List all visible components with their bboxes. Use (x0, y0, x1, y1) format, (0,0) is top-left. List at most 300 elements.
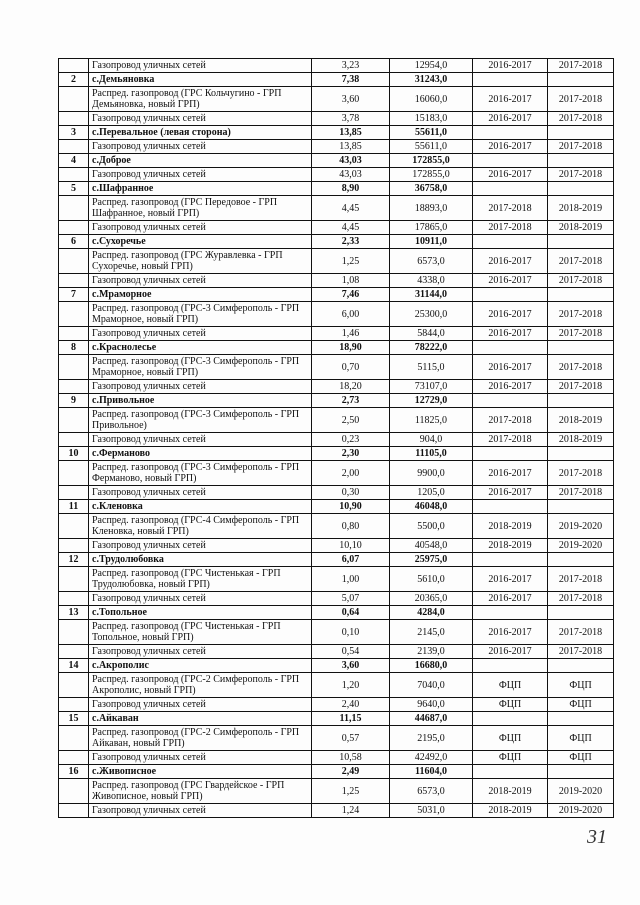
item-name-cell: Распред. газопровод (ГРС-3 Симферополь - ГРП Ферманово, новый ГРП) (89, 461, 312, 486)
design-years-cell: 2018-2019 (473, 804, 548, 818)
row-number-cell (59, 486, 89, 500)
item-name-cell: Распред. газопровод (ГРС Чистенькая - ГРП Трудолюбовка, новый ГРП) (89, 567, 312, 592)
table-row (59, 514, 614, 539)
table-row (59, 302, 614, 327)
item-name-cell: Распред. газопровод (ГРС-2 Симферополь - ГРП Айкаван, новый ГРП) (89, 726, 312, 751)
table-row (59, 433, 614, 447)
row-number-cell: 13 (59, 606, 89, 620)
design-years-cell: 2016-2017 (473, 461, 548, 486)
item-name-cell: Газопровод уличных сетей (89, 327, 312, 341)
design-years-cell: 2016-2017 (473, 59, 548, 73)
construction-years-cell: 2019-2020 (548, 514, 614, 539)
row-number-cell (59, 380, 89, 394)
table-row (59, 804, 614, 818)
item-name-cell: Распред. газопровод (ГРС Журавлевка - ГРП Сухоречье, новый ГРП) (89, 249, 312, 274)
construction-years-cell (548, 765, 614, 779)
table-row (59, 645, 614, 659)
construction-years-cell: 2018-2019 (548, 433, 614, 447)
item-name-cell: Газопровод уличных сетей (89, 168, 312, 182)
length-km-cell: 5,07 (312, 592, 390, 606)
settlement-row (59, 235, 614, 249)
construction-years-cell: 2017-2018 (548, 645, 614, 659)
construction-years-cell: 2017-2018 (548, 59, 614, 73)
construction-years-cell: 2017-2018 (548, 380, 614, 394)
cost-value-cell: 2145,0 (390, 620, 473, 645)
item-name-cell: Газопровод уличных сетей (89, 592, 312, 606)
row-number-cell (59, 726, 89, 751)
row-number-cell: 12 (59, 553, 89, 567)
row-number-cell (59, 274, 89, 288)
table-body (59, 59, 614, 818)
row-number-cell (59, 327, 89, 341)
length-km-cell: 13,85 (312, 126, 390, 140)
cost-value-cell: 17865,0 (390, 221, 473, 235)
table-row (59, 59, 614, 73)
length-km-cell: 0,23 (312, 433, 390, 447)
row-number-cell (59, 779, 89, 804)
length-km-cell: 4,45 (312, 221, 390, 235)
cost-value-cell: 31243,0 (390, 73, 473, 87)
construction-years-cell: 2017-2018 (548, 461, 614, 486)
table-row (59, 592, 614, 606)
design-years-cell: ФЦП (473, 726, 548, 751)
row-number-cell: 5 (59, 182, 89, 196)
row-number-cell (59, 249, 89, 274)
length-km-cell: 18,90 (312, 341, 390, 355)
construction-years-cell: 2017-2018 (548, 249, 614, 274)
table-row (59, 249, 614, 274)
item-name-cell: Газопровод уличных сетей (89, 112, 312, 126)
settlement-row (59, 500, 614, 514)
design-years-cell: ФЦП (473, 751, 548, 765)
design-years-cell: 2016-2017 (473, 274, 548, 288)
row-number-cell (59, 59, 89, 73)
length-km-cell: 0,70 (312, 355, 390, 380)
design-years-cell: ФЦП (473, 698, 548, 712)
item-name-cell: с.Акрополис (89, 659, 312, 673)
cost-value-cell: 6573,0 (390, 249, 473, 274)
table-row (59, 486, 614, 500)
length-km-cell: 2,40 (312, 698, 390, 712)
item-name-cell: Газопровод уличных сетей (89, 539, 312, 553)
cost-value-cell: 2139,0 (390, 645, 473, 659)
cost-value-cell: 16680,0 (390, 659, 473, 673)
construction-years-cell: 2017-2018 (548, 486, 614, 500)
construction-years-cell (548, 394, 614, 408)
item-name-cell: Газопровод уличных сетей (89, 486, 312, 500)
construction-years-cell (548, 553, 614, 567)
page-number: 31 (587, 826, 607, 848)
length-km-cell: 0,57 (312, 726, 390, 751)
length-km-cell: 3,60 (312, 659, 390, 673)
item-name-cell: Газопровод уличных сетей (89, 274, 312, 288)
design-years-cell (473, 288, 548, 302)
construction-years-cell (548, 447, 614, 461)
length-km-cell: 2,00 (312, 461, 390, 486)
cost-value-cell: 904,0 (390, 433, 473, 447)
item-name-cell: Газопровод уличных сетей (89, 645, 312, 659)
row-number-cell (59, 168, 89, 182)
cost-value-cell: 12729,0 (390, 394, 473, 408)
item-name-cell: с.Мраморное (89, 288, 312, 302)
cost-value-cell: 9900,0 (390, 461, 473, 486)
length-km-cell: 0,10 (312, 620, 390, 645)
length-km-cell: 0,80 (312, 514, 390, 539)
length-km-cell: 1,00 (312, 567, 390, 592)
settlement-row (59, 394, 614, 408)
table-row (59, 673, 614, 698)
cost-value-cell: 10911,0 (390, 235, 473, 249)
row-number-cell (59, 408, 89, 433)
length-km-cell: 10,90 (312, 500, 390, 514)
item-name-cell: с.Краснолесье (89, 341, 312, 355)
cost-value-cell: 7040,0 (390, 673, 473, 698)
construction-years-cell (548, 182, 614, 196)
item-name-cell: Распред. газопровод (ГРС Передовое - ГРП Шафранное, новый ГРП) (89, 196, 312, 221)
item-name-cell: с.Топольное (89, 606, 312, 620)
gas-pipeline-table (58, 58, 614, 818)
length-km-cell: 6,07 (312, 553, 390, 567)
length-km-cell: 0,54 (312, 645, 390, 659)
row-number-cell (59, 645, 89, 659)
cost-value-cell: 4338,0 (390, 274, 473, 288)
length-km-cell: 6,00 (312, 302, 390, 327)
design-years-cell: 2016-2017 (473, 486, 548, 500)
table-row (59, 168, 614, 182)
table-row (59, 461, 614, 486)
table-row (59, 698, 614, 712)
design-years-cell (473, 154, 548, 168)
item-name-cell: Газопровод уличных сетей (89, 59, 312, 73)
length-km-cell: 18,20 (312, 380, 390, 394)
construction-years-cell (548, 126, 614, 140)
design-years-cell (473, 73, 548, 87)
length-km-cell: 2,33 (312, 235, 390, 249)
construction-years-cell: 2017-2018 (548, 274, 614, 288)
length-km-cell: 8,90 (312, 182, 390, 196)
construction-years-cell: 2017-2018 (548, 620, 614, 645)
settlement-row (59, 659, 614, 673)
item-name-cell: Распред. газопровод (ГРС-3 Симферополь - ГРП Мраморное, новый ГРП) (89, 302, 312, 327)
length-km-cell: 2,30 (312, 447, 390, 461)
construction-years-cell: 2017-2018 (548, 567, 614, 592)
design-years-cell (473, 712, 548, 726)
design-years-cell: 2016-2017 (473, 645, 548, 659)
design-years-cell: 2016-2017 (473, 355, 548, 380)
item-name-cell: Газопровод уличных сетей (89, 804, 312, 818)
table-row (59, 87, 614, 112)
cost-value-cell: 6573,0 (390, 779, 473, 804)
construction-years-cell: 2019-2020 (548, 804, 614, 818)
construction-years-cell (548, 606, 614, 620)
construction-years-cell: 2019-2020 (548, 539, 614, 553)
cost-value-cell: 172855,0 (390, 154, 473, 168)
cost-value-cell: 4284,0 (390, 606, 473, 620)
row-number-cell: 4 (59, 154, 89, 168)
table-row (59, 539, 614, 553)
cost-value-cell: 42492,0 (390, 751, 473, 765)
length-km-cell: 1,24 (312, 804, 390, 818)
item-name-cell: Распред. газопровод (ГРС-3 Симферополь - ГРП Мраморное, новый ГРП) (89, 355, 312, 380)
settlement-row (59, 447, 614, 461)
design-years-cell: 2016-2017 (473, 168, 548, 182)
cost-value-cell: 25300,0 (390, 302, 473, 327)
item-name-cell: с.Демьяновка (89, 73, 312, 87)
row-number-cell: 7 (59, 288, 89, 302)
design-years-cell (473, 553, 548, 567)
length-km-cell: 1,25 (312, 779, 390, 804)
row-number-cell: 3 (59, 126, 89, 140)
length-km-cell: 1,20 (312, 673, 390, 698)
row-number-cell: 9 (59, 394, 89, 408)
length-km-cell: 1,46 (312, 327, 390, 341)
length-km-cell: 7,46 (312, 288, 390, 302)
design-years-cell: 2016-2017 (473, 592, 548, 606)
length-km-cell: 0,64 (312, 606, 390, 620)
design-years-cell: 2018-2019 (473, 514, 548, 539)
construction-years-cell (548, 73, 614, 87)
table-row (59, 221, 614, 235)
length-km-cell: 13,85 (312, 140, 390, 154)
item-name-cell: Распред. газопровод (ГРС Чистенькая - ГРП Топольное, новый ГРП) (89, 620, 312, 645)
cost-value-cell: 5610,0 (390, 567, 473, 592)
row-number-cell (59, 433, 89, 447)
cost-value-cell: 5115,0 (390, 355, 473, 380)
settlement-row (59, 765, 614, 779)
item-name-cell: с.Доброе (89, 154, 312, 168)
construction-years-cell: ФЦП (548, 698, 614, 712)
design-years-cell (473, 182, 548, 196)
cost-value-cell: 2195,0 (390, 726, 473, 751)
length-km-cell: 3,78 (312, 112, 390, 126)
construction-years-cell (548, 235, 614, 249)
design-years-cell: 2016-2017 (473, 327, 548, 341)
cost-value-cell: 1205,0 (390, 486, 473, 500)
table-row (59, 380, 614, 394)
cost-value-cell: 73107,0 (390, 380, 473, 394)
length-km-cell: 3,60 (312, 87, 390, 112)
cost-value-cell: 44687,0 (390, 712, 473, 726)
settlement-row (59, 553, 614, 567)
construction-years-cell: 2017-2018 (548, 112, 614, 126)
length-km-cell: 11,15 (312, 712, 390, 726)
item-name-cell: с.Айкаван (89, 712, 312, 726)
row-number-cell (59, 698, 89, 712)
design-years-cell: 2017-2018 (473, 196, 548, 221)
design-years-cell (473, 394, 548, 408)
length-km-cell: 2,49 (312, 765, 390, 779)
construction-years-cell: 2018-2019 (548, 196, 614, 221)
table-row (59, 779, 614, 804)
length-km-cell: 7,38 (312, 73, 390, 87)
construction-years-cell (548, 341, 614, 355)
cost-value-cell: 25975,0 (390, 553, 473, 567)
table-row (59, 196, 614, 221)
table-row (59, 408, 614, 433)
length-km-cell: 10,10 (312, 539, 390, 553)
length-km-cell: 2,50 (312, 408, 390, 433)
item-name-cell: Газопровод уличных сетей (89, 380, 312, 394)
settlement-row (59, 73, 614, 87)
settlement-row (59, 182, 614, 196)
cost-value-cell: 46048,0 (390, 500, 473, 514)
design-years-cell (473, 500, 548, 514)
length-km-cell: 0,30 (312, 486, 390, 500)
row-number-cell: 10 (59, 447, 89, 461)
row-number-cell: 11 (59, 500, 89, 514)
item-name-cell: Газопровод уличных сетей (89, 751, 312, 765)
table-row (59, 567, 614, 592)
cost-value-cell: 9640,0 (390, 698, 473, 712)
construction-years-cell: 2017-2018 (548, 355, 614, 380)
cost-value-cell: 16060,0 (390, 87, 473, 112)
construction-years-cell: 2018-2019 (548, 408, 614, 433)
item-name-cell: с.Живописное (89, 765, 312, 779)
cost-value-cell: 55611,0 (390, 140, 473, 154)
design-years-cell: 2016-2017 (473, 112, 548, 126)
item-name-cell: с.Перевальное (левая сторона) (89, 126, 312, 140)
construction-years-cell: 2019-2020 (548, 779, 614, 804)
construction-years-cell: ФЦП (548, 751, 614, 765)
cost-value-cell: 11825,0 (390, 408, 473, 433)
construction-years-cell: ФЦП (548, 726, 614, 751)
design-years-cell: 2016-2017 (473, 140, 548, 154)
item-name-cell: с.Трудолюбовка (89, 553, 312, 567)
item-name-cell: Газопровод уличных сетей (89, 433, 312, 447)
row-number-cell (59, 112, 89, 126)
table-row (59, 751, 614, 765)
settlement-row (59, 712, 614, 726)
settlement-row (59, 154, 614, 168)
cost-value-cell: 12954,0 (390, 59, 473, 73)
item-name-cell: Распред. газопровод (ГРС Гвардейское - ГРП Живописное, новый ГРП) (89, 779, 312, 804)
length-km-cell: 43,03 (312, 168, 390, 182)
construction-years-cell (548, 288, 614, 302)
row-number-cell (59, 567, 89, 592)
row-number-cell: 6 (59, 235, 89, 249)
table-row (59, 140, 614, 154)
table-row (59, 726, 614, 751)
row-number-cell (59, 221, 89, 235)
item-name-cell: с.Шафранное (89, 182, 312, 196)
design-years-cell (473, 765, 548, 779)
cost-value-cell: 11105,0 (390, 447, 473, 461)
row-number-cell (59, 751, 89, 765)
design-years-cell: 2017-2018 (473, 221, 548, 235)
cost-value-cell: 55611,0 (390, 126, 473, 140)
design-years-cell: 2016-2017 (473, 302, 548, 327)
construction-years-cell (548, 500, 614, 514)
design-years-cell (473, 341, 548, 355)
item-name-cell: Газопровод уличных сетей (89, 698, 312, 712)
cost-value-cell: 5031,0 (390, 804, 473, 818)
row-number-cell: 16 (59, 765, 89, 779)
construction-years-cell: 2017-2018 (548, 140, 614, 154)
cost-value-cell: 5844,0 (390, 327, 473, 341)
design-years-cell: 2016-2017 (473, 249, 548, 274)
row-number-cell (59, 140, 89, 154)
design-years-cell (473, 126, 548, 140)
construction-years-cell: 2017-2018 (548, 168, 614, 182)
design-years-cell: 2018-2019 (473, 539, 548, 553)
item-name-cell: с.Кленовка (89, 500, 312, 514)
row-number-cell (59, 514, 89, 539)
cost-value-cell: 18893,0 (390, 196, 473, 221)
cost-value-cell: 15183,0 (390, 112, 473, 126)
table-row (59, 327, 614, 341)
settlement-row (59, 606, 614, 620)
item-name-cell: с.Привольное (89, 394, 312, 408)
design-years-cell (473, 447, 548, 461)
settlement-row (59, 126, 614, 140)
item-name-cell: Распред. газопровод (ГРС-4 Симферополь - ГРП Кленовка, новый ГРП) (89, 514, 312, 539)
table-row (59, 274, 614, 288)
construction-years-cell (548, 659, 614, 673)
cost-value-cell: 36758,0 (390, 182, 473, 196)
cost-value-cell: 40548,0 (390, 539, 473, 553)
construction-years-cell (548, 712, 614, 726)
design-years-cell: 2016-2017 (473, 380, 548, 394)
item-name-cell: Распред. газопровод (ГРС-2 Симферополь - ГРП Акрополис, новый ГРП) (89, 673, 312, 698)
row-number-cell (59, 592, 89, 606)
design-years-cell: 2016-2017 (473, 567, 548, 592)
length-km-cell: 4,45 (312, 196, 390, 221)
length-km-cell: 1,25 (312, 249, 390, 274)
cost-value-cell: 20365,0 (390, 592, 473, 606)
cost-value-cell: 5500,0 (390, 514, 473, 539)
design-years-cell: 2017-2018 (473, 433, 548, 447)
construction-years-cell: 2017-2018 (548, 87, 614, 112)
construction-years-cell: 2017-2018 (548, 327, 614, 341)
cost-value-cell: 78222,0 (390, 341, 473, 355)
row-number-cell (59, 461, 89, 486)
table-row (59, 355, 614, 380)
design-years-cell (473, 235, 548, 249)
construction-years-cell: 2017-2018 (548, 302, 614, 327)
construction-years-cell: 2017-2018 (548, 592, 614, 606)
construction-years-cell: 2018-2019 (548, 221, 614, 235)
length-km-cell: 1,08 (312, 274, 390, 288)
length-km-cell: 10,58 (312, 751, 390, 765)
row-number-cell: 2 (59, 73, 89, 87)
design-years-cell: 2016-2017 (473, 620, 548, 645)
item-name-cell: Газопровод уличных сетей (89, 140, 312, 154)
design-years-cell: ФЦП (473, 673, 548, 698)
table-row (59, 620, 614, 645)
cost-value-cell: 31144,0 (390, 288, 473, 302)
row-number-cell (59, 804, 89, 818)
row-number-cell (59, 539, 89, 553)
row-number-cell (59, 673, 89, 698)
design-years-cell: 2018-2019 (473, 779, 548, 804)
construction-years-cell (548, 154, 614, 168)
cost-value-cell: 172855,0 (390, 168, 473, 182)
row-number-cell (59, 302, 89, 327)
length-km-cell: 43,03 (312, 154, 390, 168)
design-years-cell (473, 659, 548, 673)
item-name-cell: с.Сухоречье (89, 235, 312, 249)
length-km-cell: 2,73 (312, 394, 390, 408)
design-years-cell: 2016-2017 (473, 87, 548, 112)
settlement-row (59, 341, 614, 355)
design-years-cell (473, 606, 548, 620)
item-name-cell: с.Ферманово (89, 447, 312, 461)
length-km-cell: 3,23 (312, 59, 390, 73)
cost-value-cell: 11604,0 (390, 765, 473, 779)
design-years-cell: 2017-2018 (473, 408, 548, 433)
item-name-cell: Распред. газопровод (ГРС Кольчугино - ГРП Демьяновка, новый ГРП) (89, 87, 312, 112)
row-number-cell: 8 (59, 341, 89, 355)
